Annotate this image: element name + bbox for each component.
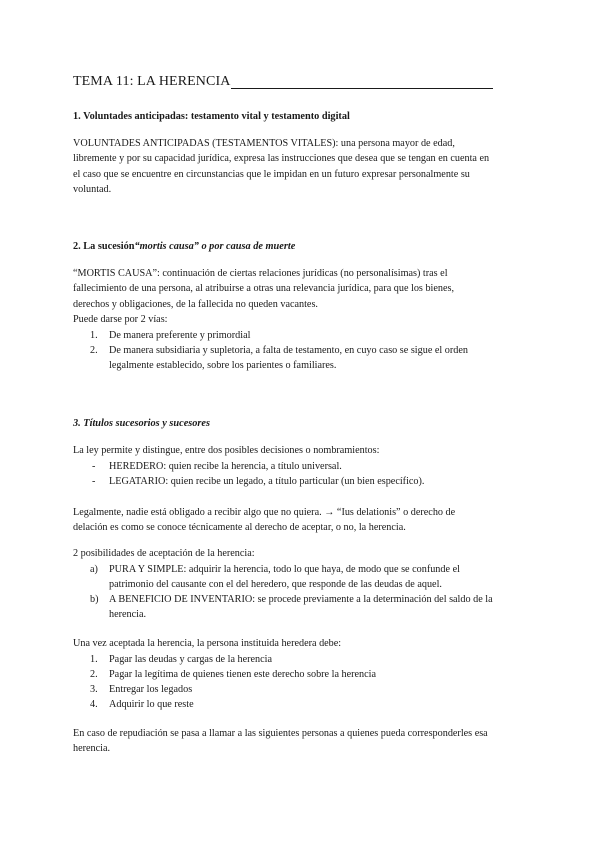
- section-2-heading-a: 2. La sucesión: [73, 241, 135, 252]
- list-item-continuation: legalmente establecido, sobre los parientes o familiares.: [109, 360, 337, 371]
- list-item: Adquirir lo que reste: [109, 699, 194, 710]
- section-3-paragraph-5: [73, 726, 527, 757]
- section-3-heading: [73, 417, 210, 430]
- paragraph-line: VOLUNTADES ANTICIPADAS (TESTAMENTOS VITALES): una persona mayor de edad,: [73, 138, 455, 149]
- paragraph-line: libremente y por su capacidad jurídica, expresa las instrucciones que desea que se tengan en cuenta en: [73, 153, 490, 165]
- list-marker: 2.: [90, 669, 98, 680]
- paragraph-line: 2 posibilidades de aceptación de la herencia:: [73, 548, 255, 559]
- paragraph-line: Puede darse por 2 vías:: [73, 314, 168, 326]
- list-item: Entregar los legados: [109, 684, 193, 695]
- section-3-paragraph-3: [73, 546, 527, 561]
- paragraph-line: “MORTIS CAUSA”: continuación de ciertas relaciones jurídicas (no personalísimas) tras el: [73, 268, 448, 279]
- list-marker: 3.: [90, 684, 98, 695]
- list-item: Pagar la legítima de quienes tienen este derecho sobre la herencia: [109, 669, 377, 680]
- list-item: De manera subsidiaria y supletoria, a falta de testamento, en cuyo caso se sigue el orden: [109, 345, 468, 356]
- list-marker: -: [92, 476, 96, 487]
- section-1-heading: 1. Voluntades anticipadas: testamento vital y testamento digital: [73, 111, 350, 122]
- section-2-paragraph: [73, 266, 527, 328]
- list-item-continuation: patrimonio del causante con el del heredero, que responde de las deudas de aquel.: [109, 579, 442, 590]
- paragraph-line: En caso de repudiación se pasa a llamar a las siguientes personas a quienes pueda corresponderles esa: [73, 728, 488, 739]
- list-item: LEGATARIO: quien recibe un legado, a título particular (un bien específico).: [109, 476, 425, 487]
- paragraph-line: el caso que se encuentre en circunstancias que le impidan en un futuro expresar personalmente su: [73, 168, 470, 180]
- paragraph-line: voluntad.: [73, 184, 112, 196]
- list-item: PURA Y SIMPLE: adquirir la herencia, todo lo que haya, de modo que se confunde el: [109, 564, 460, 575]
- title-underline: [231, 88, 493, 89]
- list-item: Pagar las deudas y cargas de la herencia: [109, 654, 273, 665]
- section-2-heading-b: “mortis causa” o por causa de muerte: [134, 241, 296, 252]
- list-marker: 1.: [90, 654, 98, 665]
- paragraph-line: Una vez aceptada la herencia, la persona instituida heredera debe:: [73, 638, 342, 649]
- list-item: HEREDERO: quien recibe la herencia, a título universal.: [109, 461, 342, 472]
- list-item: De manera preferente y primordial: [109, 330, 251, 341]
- list-marker: -: [92, 461, 96, 472]
- list-marker: a): [90, 564, 98, 575]
- paragraph-line: herencia.: [73, 743, 111, 755]
- paragraph-line: La ley permite y distingue, entre dos posibles decisiones o nombramientos:: [73, 445, 380, 456]
- list-marker: b): [90, 594, 99, 605]
- list-marker: 2.: [90, 345, 98, 356]
- document-title: TEMA 11: LA HERENCIA: [73, 74, 231, 89]
- section-3-paragraph-1: [73, 443, 527, 458]
- list-item-continuation: herencia.: [109, 609, 147, 620]
- section-2-heading: [73, 240, 295, 253]
- list-item: A BENEFICIO DE INVENTARIO: se procede previamente a la determinación del saldo de la: [109, 594, 493, 605]
- section-3-heading-text: 3. Títulos sucesorios y sucesores: [73, 418, 211, 429]
- section-3-paragraph-4: [73, 636, 527, 651]
- paragraph-line: Legalmente, nadie está obligado a recibir algo que no quiera. → “Ius delationis” o derecho de: [73, 507, 456, 518]
- section-1-paragraph: [73, 136, 527, 198]
- list-marker: 1.: [90, 330, 98, 341]
- list-marker: 4.: [90, 699, 98, 710]
- paragraph-line: delación es como se conoce técnicamente al derecho de aceptar, o no, la herencia.: [73, 522, 406, 534]
- paragraph-line: fallecimiento de una persona, al atribuirse a otras una relevancia jurídica, para que los bienes,: [73, 283, 455, 295]
- paragraph-line: derechos y obligaciones, de la fallecida no queden vacantes.: [73, 298, 318, 310]
- section-3-paragraph-2: [73, 505, 527, 536]
